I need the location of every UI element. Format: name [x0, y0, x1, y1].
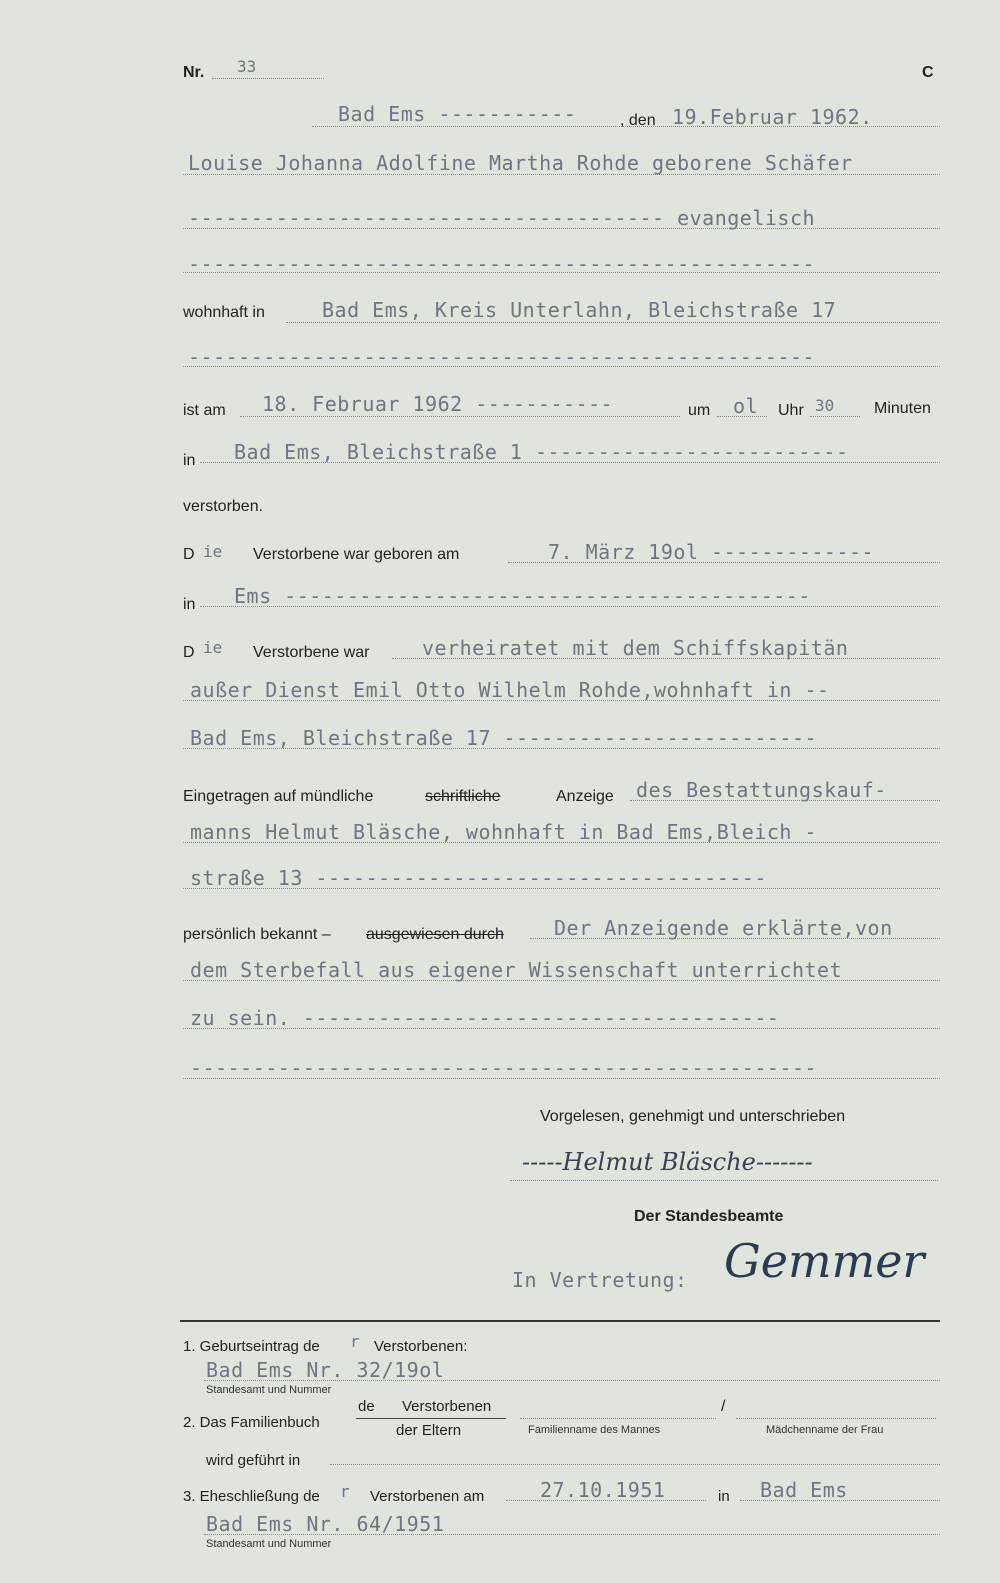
religion-line: -------------------------------------- evangelisch — [188, 206, 816, 230]
item3-place: Bad Ems — [760, 1478, 848, 1502]
residence-value: Bad Ems, Kreis Unterlahn, Bleichstraße 17 — [322, 298, 837, 322]
item3-typed: r — [340, 1482, 350, 1501]
item3-in-label: in — [718, 1488, 730, 1505]
item2-fraction-line — [356, 1418, 506, 1419]
eingetragen-label: Eingetragen auf mündliche — [183, 788, 374, 805]
verstorben-label: verstorben. — [183, 498, 264, 515]
item1-value: Bad Ems Nr. 32/19ol — [206, 1358, 445, 1382]
registration-line-3: straße 13 ------------------------------------ — [190, 866, 767, 890]
registration-line-1: des Bestattungskauf- — [636, 778, 887, 802]
place-field: Bad Ems ----------- — [338, 102, 577, 126]
familienname-dotted-line — [520, 1418, 716, 1419]
item1-label: 1. Geburtseintrag de — [183, 1338, 320, 1355]
identity-dotted-3 — [183, 1028, 940, 1029]
schriftliche-struck: schriftliche — [425, 788, 501, 805]
nr-label: Nr. — [183, 64, 205, 81]
item2-label: 2. Das Familienbuch — [183, 1414, 320, 1431]
in-vertretung-label: In Vertretung: — [512, 1268, 688, 1292]
birth-label: Verstorbene war geboren am — [253, 546, 460, 563]
item3-suffix: Verstorbenen am — [370, 1488, 485, 1505]
dash-line-1: -------------------------------------------------- — [188, 252, 816, 276]
item3-label: 3. Eheschließung de — [183, 1488, 320, 1505]
residence-dash-line: -------------------------------------------------- — [188, 345, 816, 369]
vorgelesen-label: Vorgelesen, genehmigt und unterschrieben — [540, 1108, 846, 1125]
place-date-line — [312, 126, 940, 127]
marital-dotted-1 — [392, 658, 940, 659]
anzeige-label: Anzeige — [556, 788, 614, 805]
death-place: Bad Ems, Bleichstraße 1 ------------------------- — [234, 440, 849, 464]
wird-gefuehrt-dotted-line — [330, 1464, 940, 1465]
standesamt-label-1: Standesamt und Nummer — [206, 1384, 332, 1396]
identity-dotted-1 — [530, 938, 940, 939]
identity-dotted-4 — [183, 1078, 940, 1079]
item3-dotted-line — [204, 1534, 940, 1535]
hour-line — [717, 416, 767, 417]
registrar-signature: Gemmer — [724, 1234, 925, 1288]
wohnhaft-label: wohnhaft in — [183, 304, 265, 321]
item2-verstorbenen: Verstorbenen — [402, 1398, 492, 1415]
footer-separator — [180, 1320, 940, 1322]
standesamt-label-2: Standesamt und Nummer — [206, 1538, 332, 1550]
um-label: um — [688, 402, 711, 419]
marital-d-typed: ie — [203, 638, 223, 657]
deceased-name: Louise Johanna Adolfine Martha Rohde geborene Schäfer — [188, 151, 853, 175]
religion-dotted-line — [183, 228, 940, 229]
maedchenname-label: Mädchenname der Frau — [766, 1424, 884, 1436]
standesbeamte-label: Der Standesbeamte — [634, 1208, 784, 1225]
registration-line-2: manns Helmut Bläsche, wohnhaft in Bad Ems,Bleich - — [190, 820, 818, 844]
ist-am-label: ist am — [183, 402, 226, 419]
identity-line-2: dem Sterbefall aus eigener Wissenschaft unterrichtet — [190, 958, 843, 982]
birth-in-label: in — [183, 596, 196, 613]
item3-date: 27.10.1951 — [540, 1478, 666, 1502]
identity-dotted-2 — [183, 980, 940, 981]
register-letter: C — [922, 64, 934, 81]
death-date: 18. Februar 1962 ----------- — [262, 392, 614, 416]
date-field: 19.Februar 1962. — [672, 105, 873, 129]
wird-gefuehrt-label: wird geführt in — [206, 1452, 301, 1469]
item2-slash: / — [721, 1398, 726, 1415]
marital-label: Verstorbene war — [253, 644, 370, 661]
birth-place-line — [200, 606, 940, 607]
registration-dotted-3 — [183, 888, 940, 889]
birth-date-line — [508, 562, 940, 563]
item2-eltern: der Eltern — [396, 1422, 462, 1439]
identity-line-3: zu sein. -------------------------------------- — [190, 1006, 780, 1030]
death-date-line — [240, 416, 680, 417]
death-in-label: in — [183, 452, 196, 469]
familienname-label: Familienname des Mannes — [528, 1424, 661, 1436]
registration-dotted-1 — [630, 800, 940, 801]
bekannt-label: persönlich bekannt – — [183, 926, 331, 943]
marital-line-1: verheiratet mit dem Schiffskapitän — [422, 636, 849, 660]
uhr-label: Uhr — [778, 402, 804, 419]
death-minutes: 30 — [815, 396, 835, 415]
birth-place: Ems ------------------------------------------ — [234, 584, 811, 608]
item1-typed: r — [350, 1332, 360, 1351]
marital-dotted-2 — [183, 700, 940, 701]
marital-d-prefix: D — [183, 644, 195, 661]
den-label: , den — [620, 112, 656, 129]
marital-line-2: außer Dienst Emil Otto Wilhelm Rohde,wohnhaft in -- — [190, 678, 830, 702]
birth-date: 7. März 19ol ------------- — [548, 540, 875, 564]
nr-dotted-line — [212, 78, 324, 79]
marital-line-3: Bad Ems, Bleichstraße 17 ------------------------- — [190, 726, 818, 750]
death-hour: ol — [733, 394, 759, 418]
item1-suffix: Verstorbenen: — [374, 1338, 468, 1355]
identity-line-4: -------------------------------------------------- — [190, 1056, 818, 1080]
birth-d-prefix: D — [183, 546, 195, 563]
death-place-line — [200, 462, 940, 463]
signature-dotted-line — [510, 1180, 938, 1181]
nr-value: 33 — [237, 57, 257, 76]
item2-de: de — [358, 1398, 375, 1415]
maedchenname-dotted-line — [736, 1418, 936, 1419]
dash-dotted-line-1 — [183, 272, 940, 273]
item3-value: Bad Ems Nr. 64/1951 — [206, 1512, 445, 1536]
item3-date-line — [506, 1500, 706, 1501]
item3-place-line — [740, 1500, 940, 1501]
informant-signature: -----Helmut Bläsche------- — [522, 1148, 813, 1176]
ausgewiesen-struck: ausgewiesen durch — [366, 926, 504, 943]
registration-dotted-2 — [183, 842, 940, 843]
identity-line-1: Der Anzeigende erklärte,von — [554, 916, 893, 940]
minuten-label: Minuten — [874, 400, 931, 417]
minutes-line — [810, 416, 860, 417]
item1-dotted-line — [204, 1380, 940, 1381]
birth-d-typed: ie — [203, 542, 223, 561]
marital-dotted-3 — [183, 748, 940, 749]
residence-line — [286, 322, 940, 323]
residence-dotted-line-2 — [183, 366, 940, 367]
name-line — [183, 174, 940, 175]
